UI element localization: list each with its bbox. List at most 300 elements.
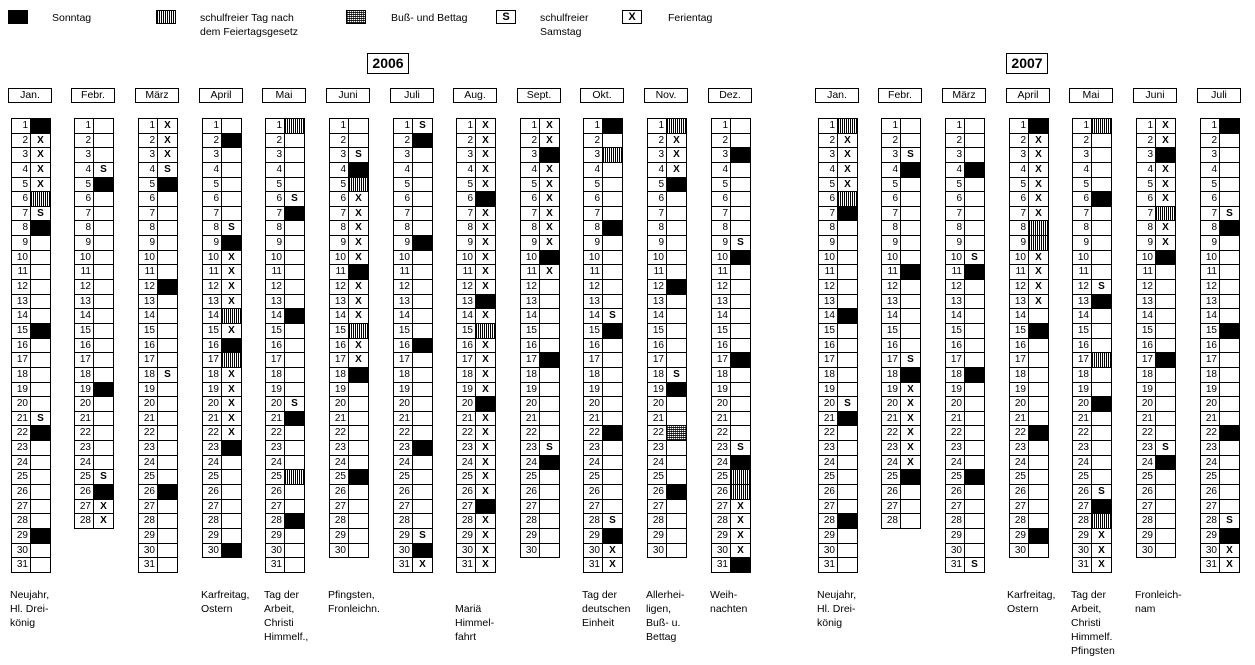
day-row bbox=[583, 295, 623, 310]
day-row bbox=[520, 134, 560, 149]
day-row bbox=[456, 295, 496, 310]
day-mark bbox=[838, 544, 858, 559]
day-mark bbox=[1220, 295, 1240, 310]
day-mark bbox=[901, 251, 921, 266]
day-number: 13 bbox=[818, 295, 838, 310]
day-mark bbox=[285, 426, 305, 441]
day-number: 7 bbox=[74, 207, 94, 222]
day-number: 27 bbox=[456, 500, 476, 515]
free-saturday-mark: S bbox=[222, 221, 242, 236]
day-number: 13 bbox=[520, 295, 540, 310]
day-number: 12 bbox=[520, 280, 540, 295]
day-row bbox=[818, 514, 858, 529]
day-number: 1 bbox=[818, 119, 838, 134]
day-row bbox=[1072, 324, 1112, 339]
day-number: 20 bbox=[818, 397, 838, 412]
day-row bbox=[647, 353, 687, 368]
day-row bbox=[1009, 324, 1049, 339]
day-row bbox=[138, 470, 178, 485]
day-row bbox=[647, 207, 687, 222]
day-mark bbox=[1029, 397, 1049, 412]
day-row bbox=[138, 500, 178, 515]
day-number: 8 bbox=[1009, 221, 1029, 236]
free-saturday-mark: S bbox=[1092, 280, 1112, 295]
day-mark bbox=[965, 295, 985, 310]
day-row bbox=[265, 514, 305, 529]
day-number: 4 bbox=[456, 163, 476, 178]
day-mark bbox=[965, 309, 985, 324]
day-number: 12 bbox=[711, 280, 731, 295]
day-row bbox=[520, 295, 560, 310]
day-number: 22 bbox=[647, 426, 667, 441]
vacation-mark: X bbox=[1029, 148, 1049, 163]
day-number: 8 bbox=[647, 221, 667, 236]
day-number: 24 bbox=[11, 456, 31, 471]
day-number: 23 bbox=[1009, 441, 1029, 456]
note-aug-2006: Mariä Himmel- fahrt bbox=[455, 603, 495, 643]
day-row bbox=[881, 163, 921, 178]
sunday-mark bbox=[901, 265, 921, 280]
sunday-mark bbox=[349, 368, 369, 383]
day-mark bbox=[285, 544, 305, 559]
day-mark bbox=[603, 397, 623, 412]
day-number: 31 bbox=[711, 558, 731, 573]
day-mark bbox=[413, 295, 433, 310]
day-row bbox=[818, 280, 858, 295]
day-number: 23 bbox=[520, 441, 540, 456]
month-column bbox=[580, 88, 624, 571]
day-row bbox=[818, 383, 858, 398]
vacation-mark: X bbox=[476, 456, 496, 471]
day-row bbox=[881, 178, 921, 193]
vacation-mark: X bbox=[94, 514, 114, 529]
day-mark bbox=[1092, 368, 1112, 383]
day-row bbox=[1136, 500, 1176, 515]
day-number: 25 bbox=[1136, 470, 1156, 485]
day-number: 2 bbox=[202, 134, 222, 149]
note-apr-2006: Karfreitag, Ostern bbox=[201, 589, 250, 615]
day-row bbox=[711, 236, 751, 251]
day-mark bbox=[838, 295, 858, 310]
day-number: 11 bbox=[711, 265, 731, 280]
day-mark bbox=[901, 295, 921, 310]
day-number: 17 bbox=[1136, 353, 1156, 368]
free-saturday-mark: S bbox=[965, 251, 985, 266]
day-number: 3 bbox=[711, 148, 731, 163]
day-row bbox=[456, 178, 496, 193]
day-mark bbox=[158, 339, 178, 354]
day-mark bbox=[1092, 426, 1112, 441]
month-column bbox=[517, 88, 561, 556]
day-row bbox=[393, 441, 433, 456]
day-mark bbox=[1220, 280, 1240, 295]
note-jun-2006: Pfingsten, Fronleichn. bbox=[328, 589, 380, 615]
month-column bbox=[8, 88, 52, 571]
note-apr-2007: Karfreitag, Ostern bbox=[1007, 589, 1056, 615]
day-number: 27 bbox=[711, 500, 731, 515]
day-number: 9 bbox=[520, 236, 540, 251]
day-number: 5 bbox=[202, 178, 222, 193]
day-row bbox=[945, 339, 985, 354]
day-mark bbox=[413, 353, 433, 368]
day-row bbox=[138, 514, 178, 529]
day-mark bbox=[158, 236, 178, 251]
day-row bbox=[1136, 207, 1176, 222]
vacation-mark: X bbox=[540, 119, 560, 134]
day-mark bbox=[413, 426, 433, 441]
day-number: 12 bbox=[647, 280, 667, 295]
day-row bbox=[202, 412, 242, 427]
day-number: 26 bbox=[583, 485, 603, 500]
day-mark bbox=[94, 148, 114, 163]
day-number: 27 bbox=[1200, 500, 1220, 515]
day-row bbox=[1072, 178, 1112, 193]
day-number: 15 bbox=[202, 324, 222, 339]
day-mark bbox=[413, 470, 433, 485]
day-number: 29 bbox=[1136, 529, 1156, 544]
day-number: 28 bbox=[74, 514, 94, 529]
day-number: 31 bbox=[818, 558, 838, 573]
day-number: 17 bbox=[329, 353, 349, 368]
day-mark bbox=[1220, 148, 1240, 163]
day-mark bbox=[94, 251, 114, 266]
sunday-mark bbox=[603, 119, 623, 134]
vacation-mark: X bbox=[222, 295, 242, 310]
day-row bbox=[818, 485, 858, 500]
day-number: 26 bbox=[1136, 485, 1156, 500]
day-row bbox=[1136, 265, 1176, 280]
day-row bbox=[329, 412, 369, 427]
day-number: 14 bbox=[393, 309, 413, 324]
day-number: 17 bbox=[945, 353, 965, 368]
day-row bbox=[583, 368, 623, 383]
day-number: 19 bbox=[456, 383, 476, 398]
holiday-mark bbox=[1092, 514, 1112, 529]
day-row bbox=[881, 397, 921, 412]
day-number: 2 bbox=[1009, 134, 1029, 149]
day-row bbox=[138, 178, 178, 193]
day-row bbox=[711, 441, 751, 456]
day-number: 26 bbox=[647, 485, 667, 500]
day-row bbox=[265, 265, 305, 280]
day-number: 9 bbox=[583, 236, 603, 251]
month-column bbox=[1197, 88, 1241, 571]
sunday-mark bbox=[31, 221, 51, 236]
day-number: 5 bbox=[11, 178, 31, 193]
day-row bbox=[945, 500, 985, 515]
day-mark bbox=[285, 339, 305, 354]
day-number: 22 bbox=[881, 426, 901, 441]
day-number: 8 bbox=[1136, 221, 1156, 236]
day-row bbox=[583, 178, 623, 193]
day-number: 25 bbox=[583, 470, 603, 485]
day-number: 6 bbox=[74, 192, 94, 207]
day-row bbox=[329, 163, 369, 178]
day-row bbox=[74, 207, 114, 222]
sunday-mark bbox=[1092, 500, 1112, 515]
day-row bbox=[1136, 163, 1176, 178]
day-number: 18 bbox=[74, 368, 94, 383]
day-row bbox=[74, 353, 114, 368]
day-number: 5 bbox=[647, 178, 667, 193]
day-row bbox=[456, 514, 496, 529]
day-mark bbox=[901, 485, 921, 500]
day-mark bbox=[540, 324, 560, 339]
sunday-mark bbox=[413, 441, 433, 456]
day-row bbox=[818, 221, 858, 236]
day-number: 7 bbox=[583, 207, 603, 222]
day-mark bbox=[413, 148, 433, 163]
day-number: 23 bbox=[329, 441, 349, 456]
day-number: 19 bbox=[945, 383, 965, 398]
day-row bbox=[265, 163, 305, 178]
day-number: 8 bbox=[818, 221, 838, 236]
day-mark bbox=[222, 119, 242, 134]
day-mark bbox=[1029, 514, 1049, 529]
day-mark bbox=[94, 441, 114, 456]
day-mark bbox=[222, 529, 242, 544]
day-number: 26 bbox=[265, 485, 285, 500]
day-number: 11 bbox=[1136, 265, 1156, 280]
day-row bbox=[583, 280, 623, 295]
day-row bbox=[393, 207, 433, 222]
day-mark bbox=[965, 148, 985, 163]
day-row bbox=[138, 236, 178, 251]
day-number: 27 bbox=[393, 500, 413, 515]
day-number: 7 bbox=[818, 207, 838, 222]
day-number: 5 bbox=[393, 178, 413, 193]
day-row bbox=[456, 207, 496, 222]
day-row bbox=[945, 324, 985, 339]
day-row bbox=[393, 470, 433, 485]
legend-saturday-swatch: S bbox=[496, 10, 516, 24]
day-number: 19 bbox=[329, 383, 349, 398]
day-row bbox=[1009, 441, 1049, 456]
free-saturday-mark: S bbox=[285, 397, 305, 412]
day-row bbox=[393, 178, 433, 193]
day-number: 19 bbox=[1136, 383, 1156, 398]
day-number: 1 bbox=[945, 119, 965, 134]
day-row bbox=[265, 500, 305, 515]
day-row bbox=[711, 558, 751, 573]
day-number: 28 bbox=[11, 514, 31, 529]
sunday-mark bbox=[413, 339, 433, 354]
day-number: 22 bbox=[456, 426, 476, 441]
day-number: 3 bbox=[265, 148, 285, 163]
day-row bbox=[393, 397, 433, 412]
legend-sunday-label: Sonntag bbox=[52, 12, 92, 24]
day-number: 19 bbox=[1200, 383, 1220, 398]
day-list bbox=[1136, 118, 1176, 558]
day-row bbox=[11, 265, 51, 280]
day-row bbox=[1136, 251, 1176, 266]
sunday-mark bbox=[31, 324, 51, 339]
vacation-mark: X bbox=[476, 148, 496, 163]
day-mark bbox=[667, 456, 687, 471]
day-row bbox=[138, 426, 178, 441]
day-row bbox=[202, 470, 242, 485]
vacation-mark: X bbox=[1156, 221, 1176, 236]
day-mark bbox=[413, 383, 433, 398]
day-number: 21 bbox=[329, 412, 349, 427]
day-row bbox=[138, 456, 178, 471]
day-row bbox=[881, 426, 921, 441]
vacation-mark: X bbox=[1156, 178, 1176, 193]
sunday-mark bbox=[94, 485, 114, 500]
day-row bbox=[818, 353, 858, 368]
day-number: 15 bbox=[74, 324, 94, 339]
day-number: 22 bbox=[583, 426, 603, 441]
day-row bbox=[945, 485, 985, 500]
day-row bbox=[138, 280, 178, 295]
day-number: 23 bbox=[583, 441, 603, 456]
day-number: 9 bbox=[456, 236, 476, 251]
day-number: 18 bbox=[265, 368, 285, 383]
day-row bbox=[818, 192, 858, 207]
day-row bbox=[711, 265, 751, 280]
vacation-mark: X bbox=[476, 441, 496, 456]
day-row bbox=[329, 456, 369, 471]
day-number: 17 bbox=[393, 353, 413, 368]
day-row bbox=[74, 295, 114, 310]
sunday-mark bbox=[540, 148, 560, 163]
month-column bbox=[1133, 88, 1177, 556]
day-mark bbox=[285, 324, 305, 339]
day-mark bbox=[603, 295, 623, 310]
day-number: 26 bbox=[393, 485, 413, 500]
sunday-mark bbox=[31, 119, 51, 134]
day-row bbox=[329, 383, 369, 398]
day-row bbox=[647, 324, 687, 339]
day-row bbox=[393, 280, 433, 295]
day-mark bbox=[1220, 441, 1240, 456]
day-row bbox=[1200, 207, 1240, 222]
day-row bbox=[945, 309, 985, 324]
day-row bbox=[74, 192, 114, 207]
day-number: 1 bbox=[583, 119, 603, 134]
day-number: 22 bbox=[520, 426, 540, 441]
day-row bbox=[1200, 397, 1240, 412]
day-number: 3 bbox=[456, 148, 476, 163]
day-mark bbox=[540, 426, 560, 441]
day-number: 14 bbox=[647, 309, 667, 324]
day-row bbox=[1200, 236, 1240, 251]
day-number: 13 bbox=[1136, 295, 1156, 310]
day-row bbox=[138, 163, 178, 178]
day-number: 7 bbox=[1009, 207, 1029, 222]
vacation-mark: X bbox=[158, 148, 178, 163]
day-mark bbox=[838, 485, 858, 500]
day-number: 13 bbox=[945, 295, 965, 310]
day-row bbox=[202, 119, 242, 134]
day-number: 19 bbox=[1072, 383, 1092, 398]
day-number: 1 bbox=[456, 119, 476, 134]
day-number: 29 bbox=[945, 529, 965, 544]
day-row bbox=[711, 339, 751, 354]
day-number: 12 bbox=[74, 280, 94, 295]
day-number: 24 bbox=[74, 456, 94, 471]
day-number: 20 bbox=[711, 397, 731, 412]
day-number: 2 bbox=[11, 134, 31, 149]
day-row bbox=[1072, 280, 1112, 295]
day-number: 30 bbox=[520, 544, 540, 559]
day-number: 6 bbox=[711, 192, 731, 207]
day-number: 7 bbox=[138, 207, 158, 222]
day-mark bbox=[285, 441, 305, 456]
day-mark bbox=[413, 192, 433, 207]
day-mark bbox=[158, 426, 178, 441]
day-mark bbox=[349, 397, 369, 412]
day-row bbox=[520, 178, 560, 193]
vacation-mark: X bbox=[222, 412, 242, 427]
day-mark bbox=[667, 544, 687, 559]
day-number: 5 bbox=[711, 178, 731, 193]
sunday-mark bbox=[731, 456, 751, 471]
day-row bbox=[1136, 544, 1176, 559]
day-number: 25 bbox=[202, 470, 222, 485]
sunday-mark bbox=[540, 456, 560, 471]
day-number: 20 bbox=[74, 397, 94, 412]
day-row bbox=[329, 295, 369, 310]
day-row bbox=[583, 324, 623, 339]
day-mark bbox=[1029, 353, 1049, 368]
day-row bbox=[11, 544, 51, 559]
day-mark bbox=[965, 192, 985, 207]
day-number: 10 bbox=[945, 251, 965, 266]
day-row bbox=[329, 148, 369, 163]
day-number: 19 bbox=[11, 383, 31, 398]
day-number: 25 bbox=[647, 470, 667, 485]
day-row bbox=[647, 265, 687, 280]
day-number: 22 bbox=[818, 426, 838, 441]
day-number: 28 bbox=[393, 514, 413, 529]
day-row bbox=[74, 500, 114, 515]
day-number: 24 bbox=[945, 456, 965, 471]
day-row bbox=[711, 148, 751, 163]
day-number: 12 bbox=[329, 280, 349, 295]
day-number: 8 bbox=[138, 221, 158, 236]
day-mark bbox=[158, 265, 178, 280]
day-row bbox=[711, 309, 751, 324]
vacation-mark: X bbox=[731, 514, 751, 529]
day-row bbox=[393, 383, 433, 398]
day-number: 10 bbox=[647, 251, 667, 266]
day-number: 29 bbox=[583, 529, 603, 544]
day-mark bbox=[667, 192, 687, 207]
day-mark bbox=[838, 280, 858, 295]
day-row bbox=[583, 251, 623, 266]
day-mark bbox=[667, 441, 687, 456]
day-row bbox=[265, 192, 305, 207]
day-number: 14 bbox=[1072, 309, 1092, 324]
day-row bbox=[393, 500, 433, 515]
day-row bbox=[1200, 368, 1240, 383]
day-row bbox=[329, 397, 369, 412]
day-mark bbox=[603, 368, 623, 383]
day-row bbox=[1009, 544, 1049, 559]
day-number: 8 bbox=[583, 221, 603, 236]
day-row bbox=[711, 426, 751, 441]
day-number: 15 bbox=[520, 324, 540, 339]
day-mark bbox=[94, 309, 114, 324]
day-row bbox=[11, 221, 51, 236]
day-number: 15 bbox=[818, 324, 838, 339]
day-row bbox=[1072, 236, 1112, 251]
day-row bbox=[945, 295, 985, 310]
vacation-mark: X bbox=[731, 544, 751, 559]
day-number: 25 bbox=[881, 470, 901, 485]
day-number: 23 bbox=[202, 441, 222, 456]
